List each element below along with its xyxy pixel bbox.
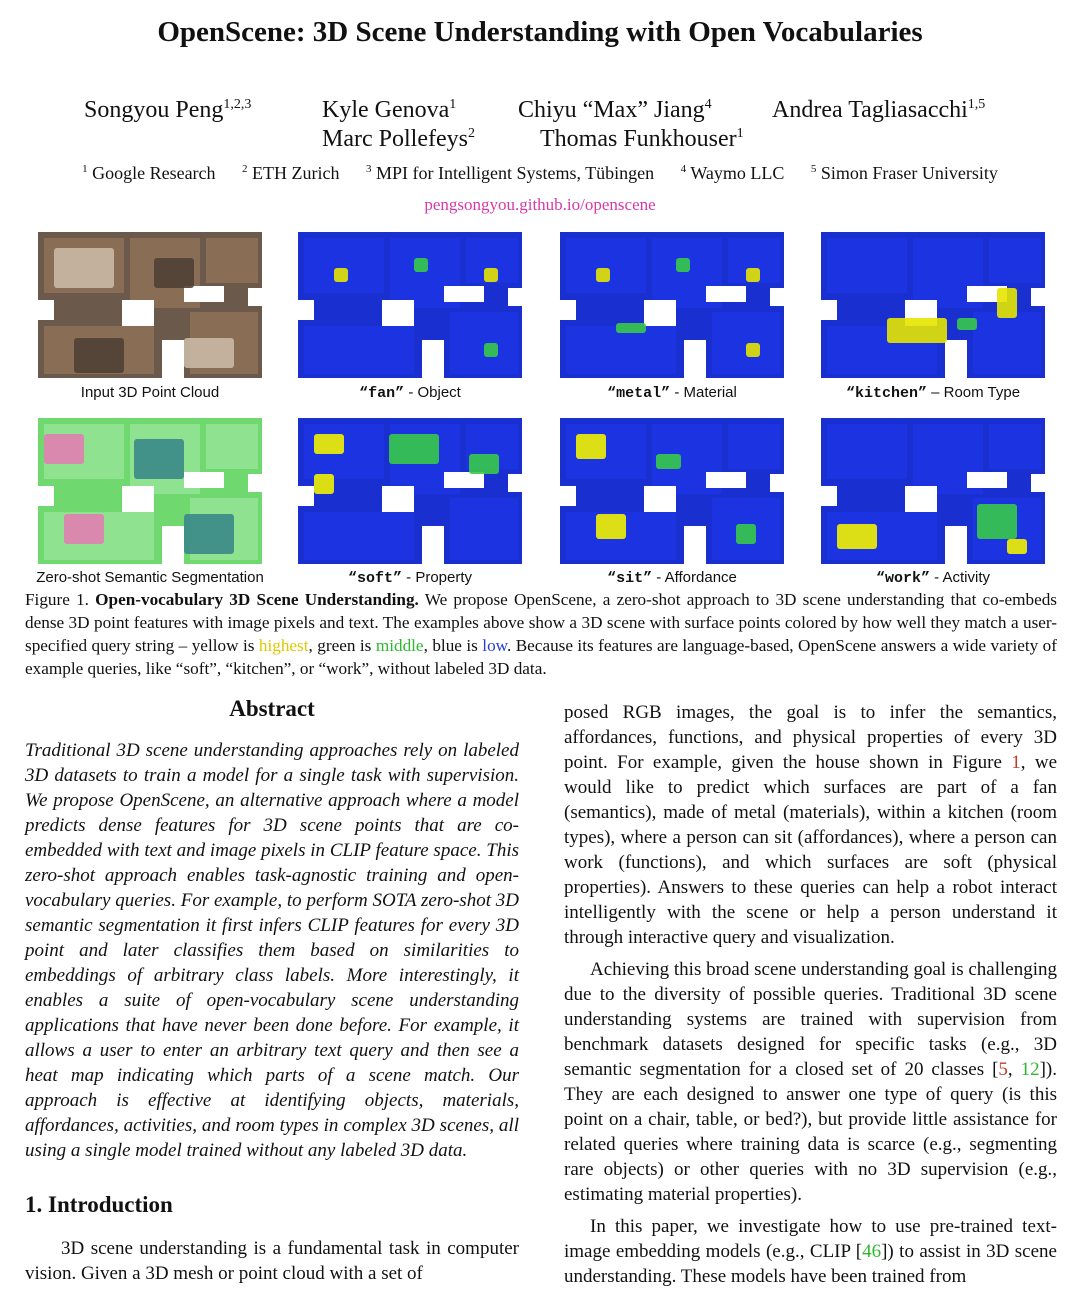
author: Kyle Genova$^1$ (322, 97, 457, 123)
author: Songyou Peng$^{1,2,3}$ (84, 97, 252, 123)
panel-metal-material (556, 228, 788, 383)
floorplan-image (556, 414, 788, 569)
panel-label: “metal” - Material (607, 384, 737, 402)
panel-label: Zero-shot Semantic Segmentation (36, 569, 264, 586)
affiliation: $^5$ Simon Fraser University (810, 163, 998, 183)
figure-ref-link[interactable]: 1 (1011, 752, 1021, 773)
panel-label: “sit” - Affordance (607, 569, 737, 587)
floorplan-image (34, 414, 266, 569)
panel-label: Input 3D Point Cloud (80, 384, 220, 401)
floorplan-image (34, 228, 266, 383)
panel-sit-affordance (556, 414, 788, 569)
panel-input-point-cloud (34, 228, 266, 383)
panel-label: “work” - Activity (875, 569, 991, 587)
citation-link[interactable]: 12 (1020, 1059, 1040, 1080)
author: Andrea Tagliasacchi$^{1,5}$ (772, 97, 986, 123)
author: Thomas Funkhouser$^1$ (540, 126, 744, 152)
panel-fan-object (294, 228, 526, 383)
affiliation: $^1$ Google Research (82, 163, 216, 183)
floorplan-image (817, 414, 1049, 569)
floorplan-image (294, 228, 526, 383)
citation-link[interactable]: 5 (998, 1059, 1008, 1080)
panel-soft-property (294, 414, 526, 569)
affiliation: $^4$ Waymo LLC (680, 163, 785, 183)
panel-work-activity (817, 414, 1049, 569)
paper-title: OpenScene: 3D Scene Understanding with Open Vocabularies (157, 16, 923, 48)
panel-label: “kitchen” – Room Type (845, 384, 1021, 402)
affiliations (0, 163, 1080, 184)
panel-zero-shot-segmentation (34, 414, 266, 569)
intro-heading: 1. Introduction (25, 1192, 173, 1217)
abstract-text: Traditional 3D scene understanding approaches rely on labeled 3D datasets to train a model for a single task with supervision. We propose OpenScene, an alternative approach where a model predicts dense features for 3D scene points that are co-embedded with text and image pixels in CLIP feature space. This zero-shot approach enables task-agnostic training and open-vocabulary queries. For example, to perform SOTA zero-shot 3D semantic segmentation it first infers CLIP features for every 3D point and later classifies them based on similarities to embeddings of arbitrary class labels. More interestingly, it enables a suite of open-vocabulary scene understanding applications that have never been done before. For example, it allows a user to enter an arbitrary text query and then see a heat map indicating which parts of a scene match. Our approach is effective at identifying objects, materials, affordances, activities, and room types in complex 3D scenes, all using a single model trained without any labeled 3D data. (25, 740, 519, 1161)
floorplan-image (294, 414, 526, 569)
panel-kitchen-room-type (817, 228, 1049, 383)
author: Chiyu “Max” Jiang$^4$ (518, 97, 712, 123)
right-paragraph-2: Achieving this broad scene understanding goal is challenging due to the diversity of possible queries. Traditional 3D scene understanding systems are trained with supervision from benchmark datasets designed for specific tasks (e.g., 3D semantic segmentation for a closed set of 20 classes [5, 12]). They are each designed to answer one type of query (is this point on a chair, table, or bed?), but provide little assistance for related queries where training data is scarce (e.g., segmenting rare objects) or other queries with no 3D supervision (e.g., estimating material properties). (564, 959, 1057, 1205)
author: Marc Pollefeys$^2$ (322, 126, 475, 152)
panel-label: “fan” - Object (359, 384, 461, 402)
floorplan-image (817, 228, 1049, 383)
figure-caption: Figure 1. Open-vocabulary 3D Scene Understanding. We propose OpenScene, a zero-shot approach to 3D scene understanding that co-embeds dense 3D point features with image pixels and text. The examples above show a 3D scene with surface points colored by how well they match a user-specified query string – yellow is highest, green is middle, blue is low. Because its features are language-based, OpenScene answers a wide variety of example queries, like “soft”, “kitchen”, or “work”, without labeled 3D data. (25, 590, 1057, 678)
floorplan-image (556, 228, 788, 383)
right-column (564, 700, 1057, 1289)
right-paragraph-3: In this paper, we investigate how to use pre-trained text-image embedding models (e.g., CLIP [46]) to assist in 3D scene understanding. These models have been trained from (564, 1216, 1057, 1287)
right-paragraph-1: posed RGB images, the goal is to infer the semantics, affordances, functions, and physical properties of every 3D point. For example, given the house shown in Figure 1, we would like to predict which surfaces are part of a fan (semantics), made of metal (materials), within a kitchen (room types), where a person can sit (affordances), where a person can work (functions), and which surfaces are soft (physical properties). Answers to these queries can help a robot interact intelligently with the scene or help a person understand it through interactive query and visualization. (564, 702, 1058, 948)
affiliation: $^3$ MPI for Intelligent Systems, Tübingen (366, 163, 655, 183)
panel-label: “soft” - Property (347, 569, 473, 587)
abstract-heading: Abstract (229, 696, 315, 721)
intro-paragraph: 3D scene understanding is a fundamental task in computer vision. Given a 3D mesh or point cloud with a set of (25, 1238, 519, 1284)
project-url-link[interactable]: pengsongyou.github.io/openscene (424, 195, 656, 214)
affiliation: $^2$ ETH Zurich (242, 163, 340, 183)
citation-link[interactable]: 46 (862, 1241, 882, 1262)
